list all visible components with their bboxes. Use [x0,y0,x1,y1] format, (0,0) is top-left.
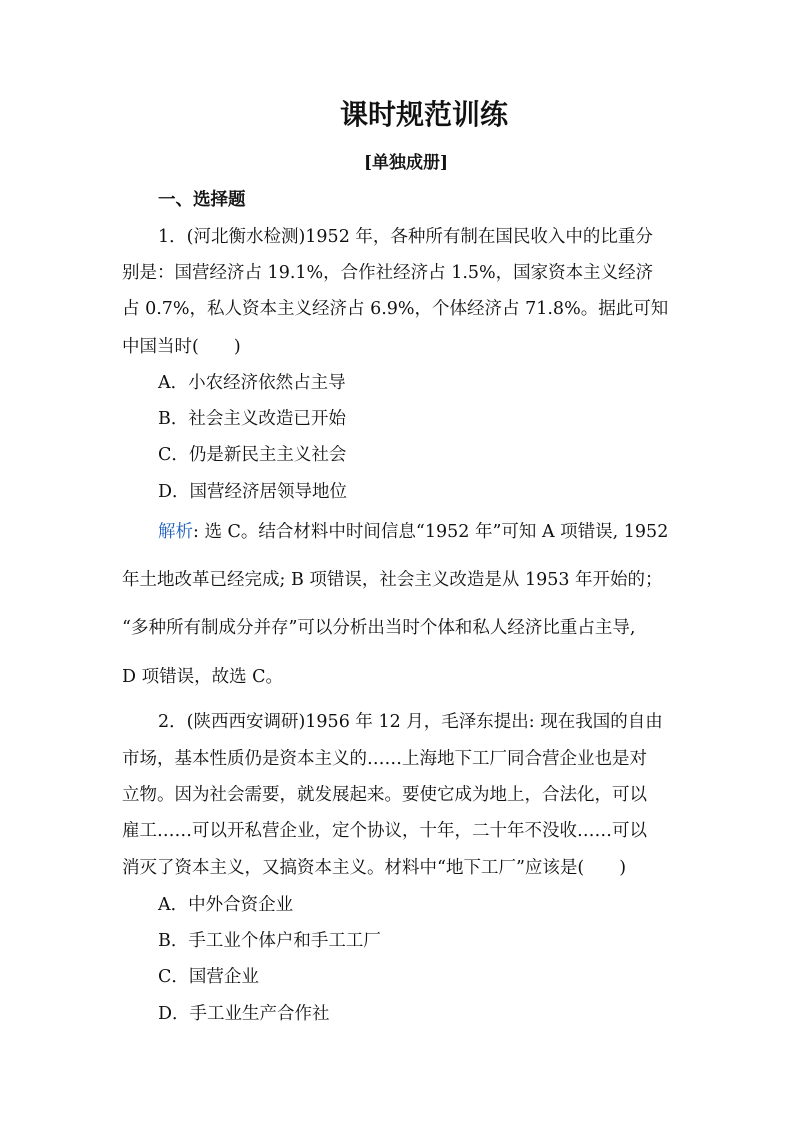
q2-line-2: 市场，基本性质仍是资本主义的……上海地下工厂同合营企业也是对 [122,749,647,769]
q1-option-b: B．社会主义改造已开始 [158,409,346,429]
q1-line-2: 别是：国营经济占 19.1%，合作社经济占 1.5%，国家资本主义经济 [122,263,654,283]
q1-option-d: D．国营经济居领导地位 [158,482,348,502]
q1-analysis-line-2: 年土地改革已经完成; B 项错误，社会主义改造是从 1953 年开始的； [122,570,663,590]
page-subtitle: [单独成册] [364,153,449,173]
q2-option-b: B．手工业个体户和手工工厂 [158,931,381,951]
section-heading: 一、选择题 [158,190,246,210]
q1-option-a: A．小农经济依然占主导 [158,373,346,393]
q2-line-4: 雇工……可以开私营企业，定个协议，十年，二十年不没收……可以 [122,821,647,841]
analysis-label: 解析 [158,522,193,542]
q1-line-4: 中国当时( ) [122,337,241,357]
q2-option-c: C．国营企业 [158,967,259,987]
q2-line-5: 消灭了资本主义，又搞资本主义。材料中“地下工厂”应该是( ) [122,858,627,878]
q1-line-1: 1．(河北衡水检测)1952 年，各种所有制在国民收入中的比重分 [158,227,653,247]
q1-analysis-line-1 [158,524,668,542]
q1-line-3: 占 0.7%，私人资本主义经济占 6.9%，个体经济占 71.8%。据此可知 [122,299,669,319]
q2-option-a: A．中外合资企业 [158,895,294,915]
q1-analysis-line-4: D 项错误，故选 C。 [122,667,284,687]
page-title: 课时规范训练 [340,98,509,131]
q2-line-3: 立物。因为社会需要，就发展起来。要使它成为地上，合法化，可以 [122,785,647,805]
q1-analysis-line-3: “多种所有制成分并存”可以分析出当时个体和私人经济比重占主导, [122,618,636,638]
q2-line-1: 2．(陕西西安调研)1956 年 12 月，毛泽东提出: 现在我国的自由 [158,712,663,732]
analysis-text-1: : 选 C。结合材料中时间信息“1952 年”可知 A 项错误, 1952 [193,522,669,542]
q2-option-d: D．手工业生产合作社 [158,1004,330,1024]
q1-option-c: C．仍是新民主主义社会 [158,445,347,465]
